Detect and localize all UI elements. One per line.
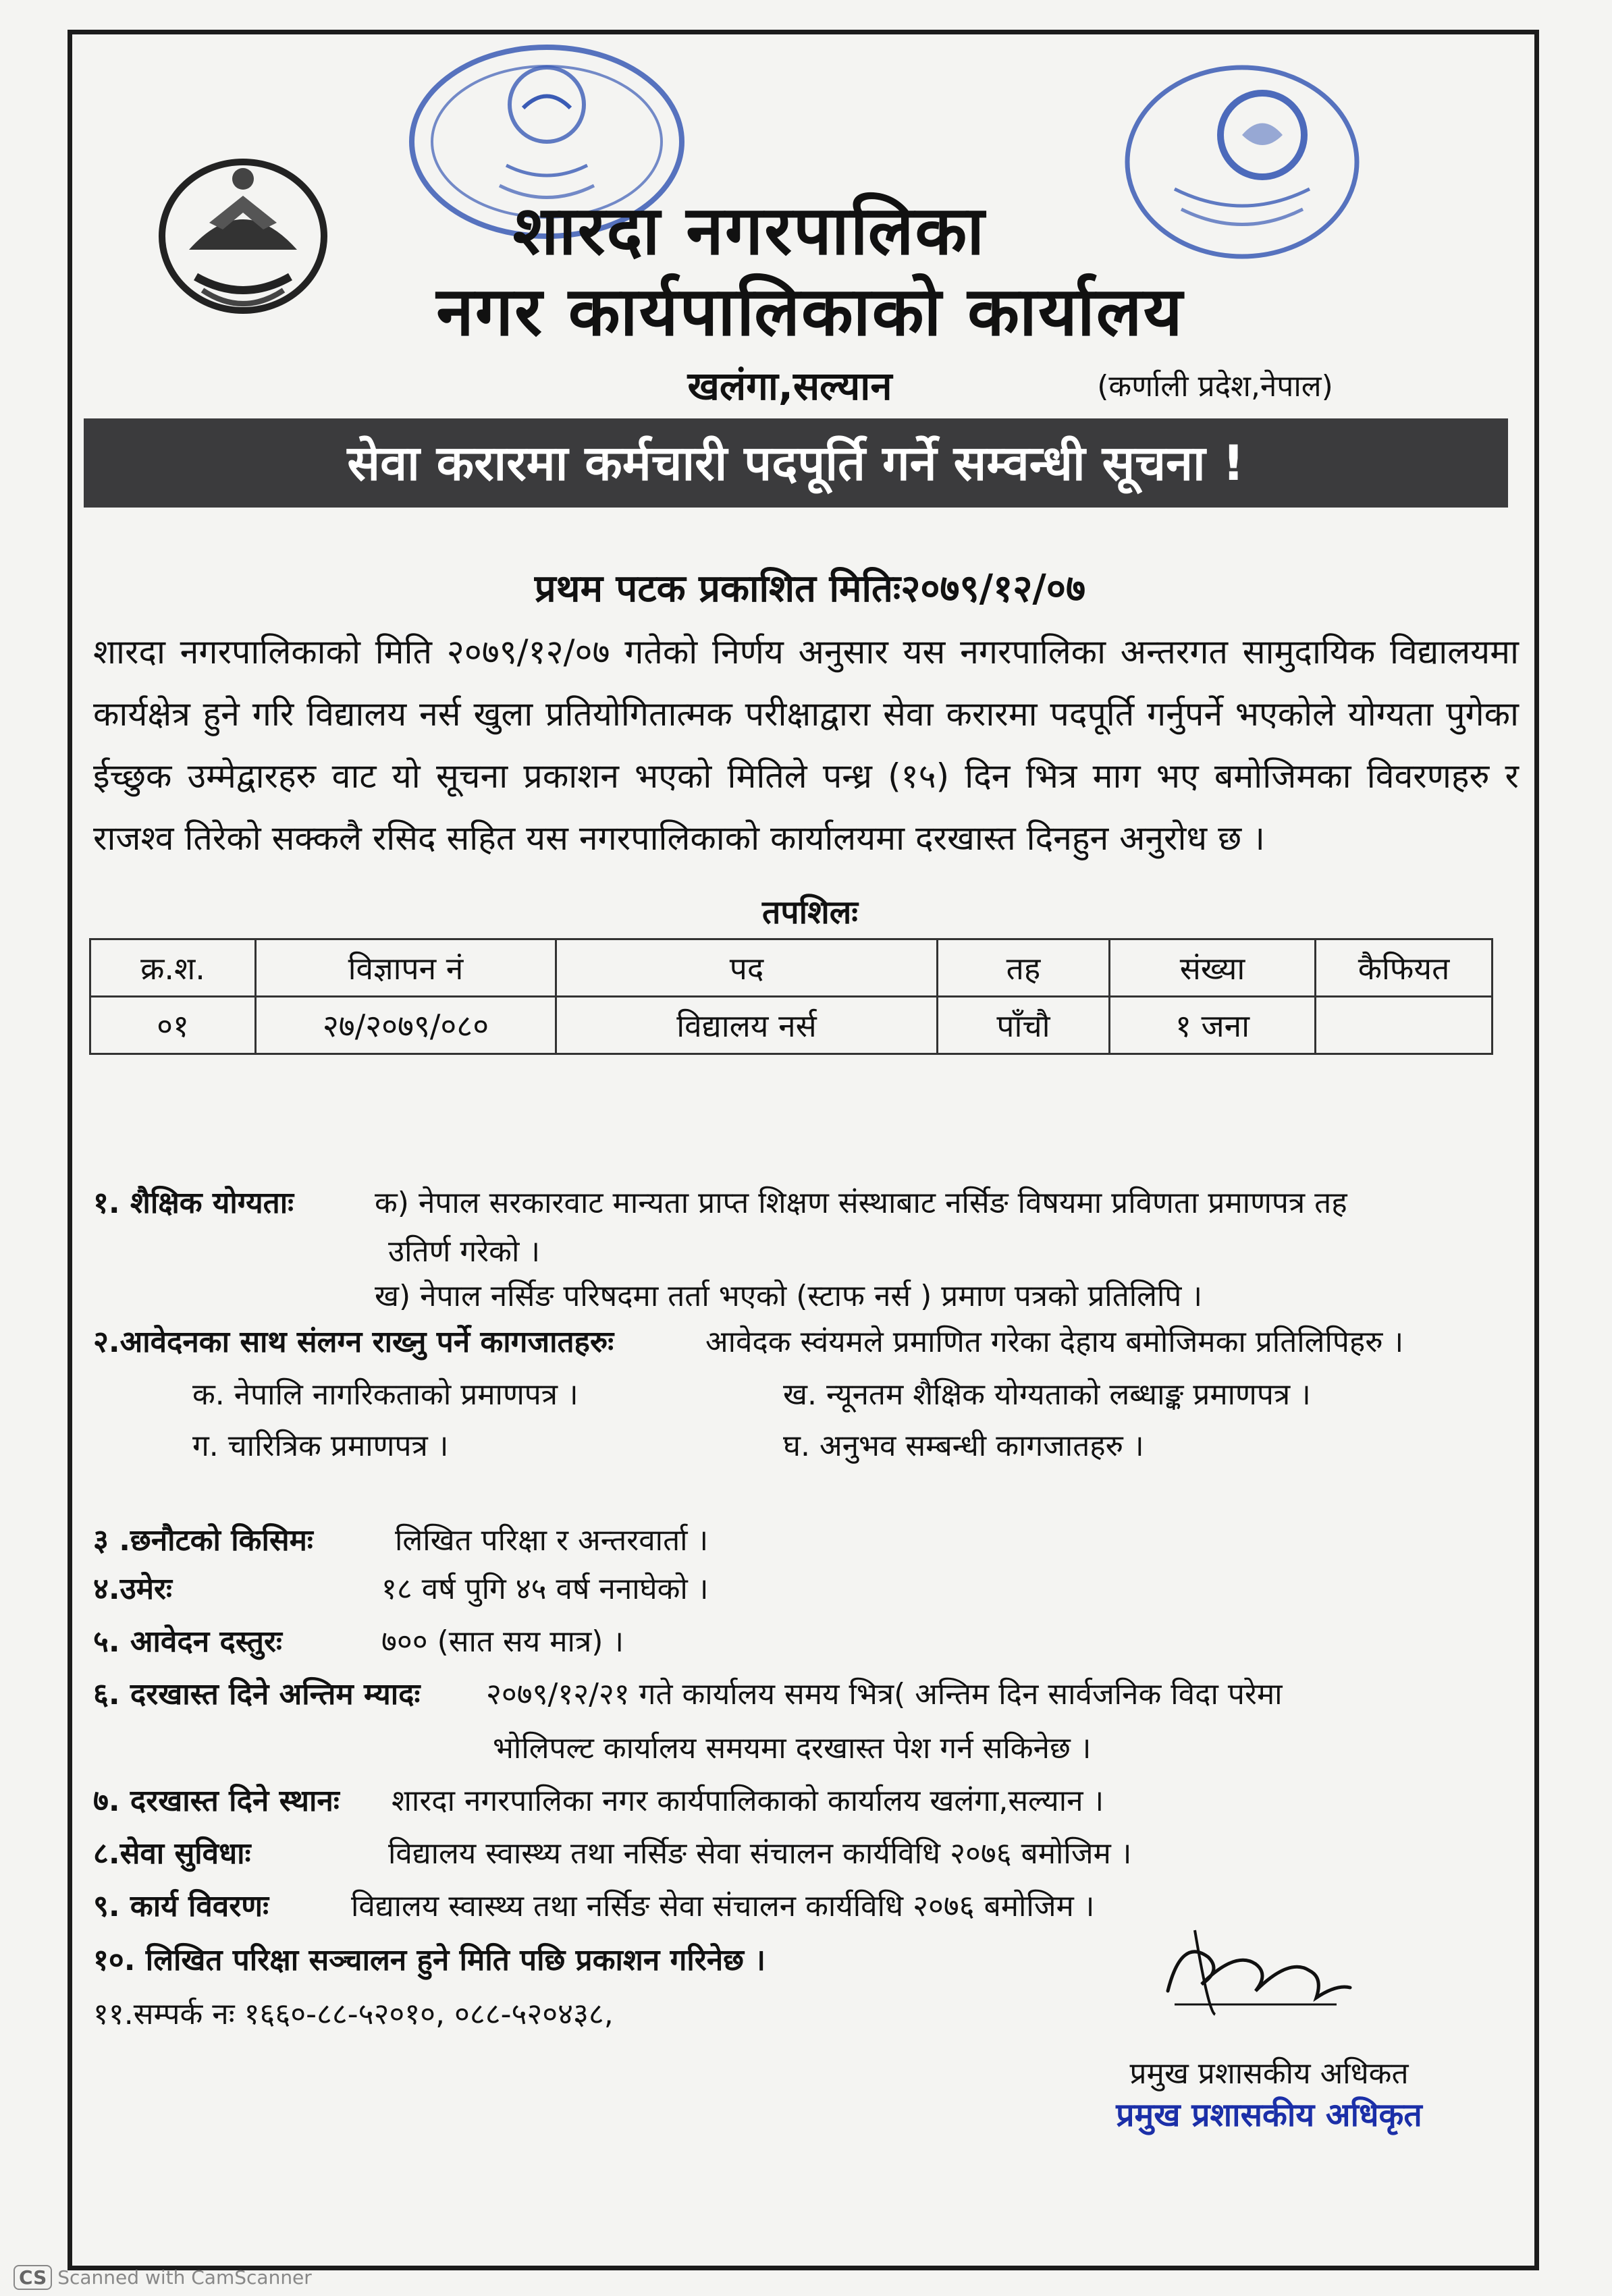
table-header-row	[90, 939, 1493, 997]
doc-item-kha: ख. न्यूनतम शैक्षिक योग्यताको लब्धाङ्क प्रमाणपत्र ।	[783, 1377, 1311, 1412]
cell-post: विद्यालय नर्स	[556, 997, 938, 1054]
table-caption: तपशिलः	[762, 894, 858, 931]
signatory-stamp: प्रमुख प्रशासकीय अधिकृत	[1116, 2096, 1422, 2134]
publish-date: प्रथम पटक प्रकाशित मितिः२०७९/१२/०७	[534, 567, 1086, 611]
work-text: विद्यालय स्वास्थ्य तथा नर्सिङ सेवा संचालन कार्यविधि २०७६ बमोजिम ।	[351, 1889, 1095, 1923]
camscanner-logo-icon: CS	[14, 2265, 52, 2290]
scanner-footer-text: Scanned with CamScanner	[57, 2266, 312, 2289]
col-header-count: संख्या	[1110, 939, 1316, 997]
cell-ad-number: २७/२०७९/०८०	[256, 997, 556, 1054]
col-header-ad-number: विज्ञापन नं	[256, 939, 556, 997]
contact-line: ११.सम्पर्क नः १६६०-८८-५२०१०, ०८८-५२०४३८,	[93, 1997, 614, 2031]
col-header-level: तह	[938, 939, 1110, 997]
cell-level: पाँचौ	[938, 997, 1110, 1054]
province-label: (कर्णाली प्रदेश,नेपाल)	[1097, 369, 1333, 404]
signature-icon	[1154, 1910, 1357, 2025]
cell-serial: ०१	[90, 997, 256, 1054]
deadline-label: ६. दरखास्त दिने अन्तिम म्यादः	[93, 1677, 421, 1712]
col-header-post: पद	[556, 939, 938, 997]
scanner-footer	[14, 2265, 312, 2290]
col-header-serial: क्र.श.	[90, 939, 256, 997]
table-row	[90, 997, 1493, 1054]
exam-notice: १०. लिखित परिक्षा सञ्चालन हुने मिति पछि प्रकाशन गरिनेछ ।	[93, 1943, 765, 1977]
nepal-emblem-icon	[149, 148, 338, 324]
place-label: ७. दरखास्त दिने स्थानः	[93, 1784, 340, 1818]
facility-text: विद्यालय स्वास्थ्य तथा नर्सिङ सेवा संचालन कार्यविधि २०७६ बमोजिम ।	[388, 1836, 1132, 1871]
office-name: नगर कार्यपालिकाको कार्यालय	[436, 272, 1184, 351]
fee-label: ५. आवेदन दस्तुरः	[93, 1624, 282, 1659]
qualification-label: १. शैक्षिक योग्यताः	[93, 1186, 294, 1220]
selection-label: ३ .छनौटको किसिमः	[93, 1523, 313, 1558]
office-stamp-right-icon	[1121, 61, 1364, 263]
qualification-b: ख) नेपाल नर्सिङ परिषदमा तर्ता भएको (स्टाफ नर्स ) प्रमाण पत्रको प्रतिलिपि ।	[375, 1279, 1203, 1313]
cell-remarks	[1316, 997, 1493, 1054]
qualification-a-line1: क) नेपाल सरकारवाट मान्यता प्राप्त शिक्षण संस्थाबाट नर्सिङ विषयमा प्रविणता प्रमाणपत्र तह	[375, 1186, 1347, 1220]
cell-count: १ जना	[1110, 997, 1316, 1054]
deadline-text-line1: २०७९/१२/२१ गते कार्यालय समय भित्र( अन्तिम दिन सार्वजनिक विदा परेमा	[486, 1677, 1283, 1712]
work-label: ९. कार्य विवरणः	[93, 1889, 269, 1923]
notice-title-banner: सेवा करारमा कर्मचारी पदपूर्ति गर्ने सम्वन्धी सूचना !	[84, 418, 1508, 508]
municipality-name: शारदा नगरपालिका	[512, 191, 986, 270]
doc-item-gha: घ. अनुभव सम्बन्धी कागजातहरु ।	[783, 1429, 1144, 1463]
documents-text: आवेदक स्वंयमले प्रमाणित गरेका देहाय बमोजिमका प्रतिलिपिहरु ।	[705, 1325, 1404, 1359]
age-label: ४.उमेरः	[93, 1572, 172, 1606]
selection-text: लिखित परिक्षा र अन्तरवार्ता ।	[395, 1523, 709, 1558]
place-text: शारदा नगरपालिका नगर कार्यपालिकाको कार्यालय खलंगा,सल्यान ।	[392, 1784, 1104, 1818]
doc-item-ga: ग. चारित्रिक प्रमाणपत्र ।	[192, 1429, 449, 1463]
facility-label: ८.सेवा सुविधाः	[93, 1836, 251, 1871]
fee-text: ७०० (सात सय मात्र) ।	[381, 1624, 624, 1659]
signatory-title: प्रमुख प्रशासकीय अधिकत	[1129, 2056, 1409, 2091]
doc-item-ka: क. नेपालि नागरिकताको प्रमाणपत्र ।	[192, 1377, 579, 1412]
col-header-remarks: कैफियत	[1316, 939, 1493, 997]
age-text: १८ वर्ष पुगि ४५ वर्ष ननाघेको ।	[381, 1572, 709, 1606]
vacancy-table	[89, 938, 1493, 1055]
office-location: खलंगा,सल्यान	[687, 363, 892, 409]
documents-label: २.आवेदनका साथ संलग्न राख्नु पर्ने कागजातहरुः	[93, 1325, 614, 1359]
intro-paragraph: शारदा नगरपालिकाको मिति २०७९/१२/०७ गतेको निर्णय अनुसार यस नगरपालिका अन्तरगत सामुदायिक विद्यालयमा कार्यक्षेत्र हुने गरि विद्यालय नर्स खुला प्रतियोगितात्मक परीक्षाद्वारा सेवा करारमा पदपूर्ति गर्नुपर्ने भएकोले योग्यता पुगेका ईच्छुक उम्मेद्वारहरु वाट यो सूचना प्रकाशन भएको मितिले पन्ध्र (१५) दिन भित्र माग भए बमोजिमका विवरणहरु र राजश्व तिरेको सक्कलै रसिद सहित यस नगरपालिकाको कार्यालयमा दरखास्त दिनहुन अनुरोध छ ।	[93, 632, 1519, 858]
qualification-a-line2: उतिर्ण गरेको ।	[388, 1234, 541, 1269]
deadline-text-line2: भोलिपल्ट कार्यालय समयमा दरखास्त पेश गर्न सकिनेछ ।	[493, 1731, 1092, 1766]
